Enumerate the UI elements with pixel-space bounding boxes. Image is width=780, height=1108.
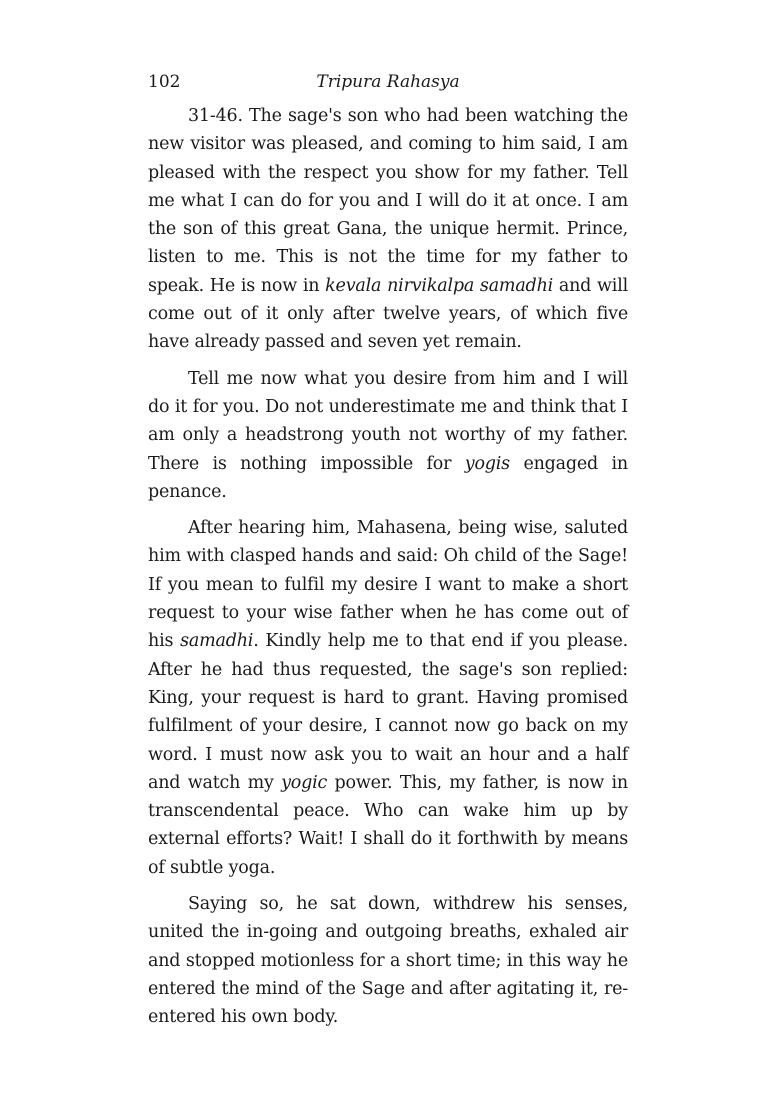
italic-term: kevala nirvikalpa samadhi (325, 275, 554, 296)
paragraph-3 (148, 514, 628, 882)
text-span: and will come out of it only after twelve years, of which five have already passed and seven yet remain. (148, 275, 628, 353)
paragraph-1 (148, 102, 628, 357)
paragraph-2 (148, 365, 628, 506)
text-span: Saying so, he sat down, withdrew his senses, united the in-going and outgoing breaths, exhaled air and stopped motionless for a short time; in this way he entered the mind of the Sage and after agitating it, re-entered his own body. (148, 894, 628, 1028)
text-span: Tell me now what you desire from him and I will do it for you. Do not underestimate me and think that I am only a headstrong youth not worthy of my father. There is nothing impossible for (148, 368, 628, 474)
text-span: After hearing him, Mahasena, being wise, saluted him with clasped hands and said: Oh child of the Sage! If you mean to fulfil my desire I want to make a short request to your wise father when he has come out of his (148, 518, 628, 652)
italic-term: yogic (281, 772, 328, 793)
book-page (148, 64, 628, 1040)
running-head (148, 64, 628, 94)
book-title: Tripura Rahasya (316, 72, 460, 92)
text-span: engaged in penance. (148, 453, 629, 502)
text-span: 31-46. The sage's son who had been watching the new visitor was pleased, and coming to him said, I am pleased with the respect you show for my father. Tell me what I can do for you and I will do it at once. I am the son of this great Gana, the unique hermit. Prince, listen to me. This is not the time for my father to speak. He is now in (148, 106, 628, 296)
italic-term: yogis (464, 453, 510, 474)
page-number: 102 (148, 72, 181, 92)
italic-term: samadhi (180, 631, 254, 652)
paragraph-4 (148, 890, 628, 1031)
text-span: . Kindly help me to that end if you please. After he had thus requested, the sage's son replied: King, your request is hard to grant. Having promised fulfilment of your desire, I cannot now go back on my word. I must now ask you to wait an hour and a half and watch my (148, 631, 628, 793)
text-span: power. This, my father, is now in transcendental peace. Who can wake him up by external efforts? Wait! I shall do it forthwith by means of subtle yoga. (148, 772, 628, 878)
